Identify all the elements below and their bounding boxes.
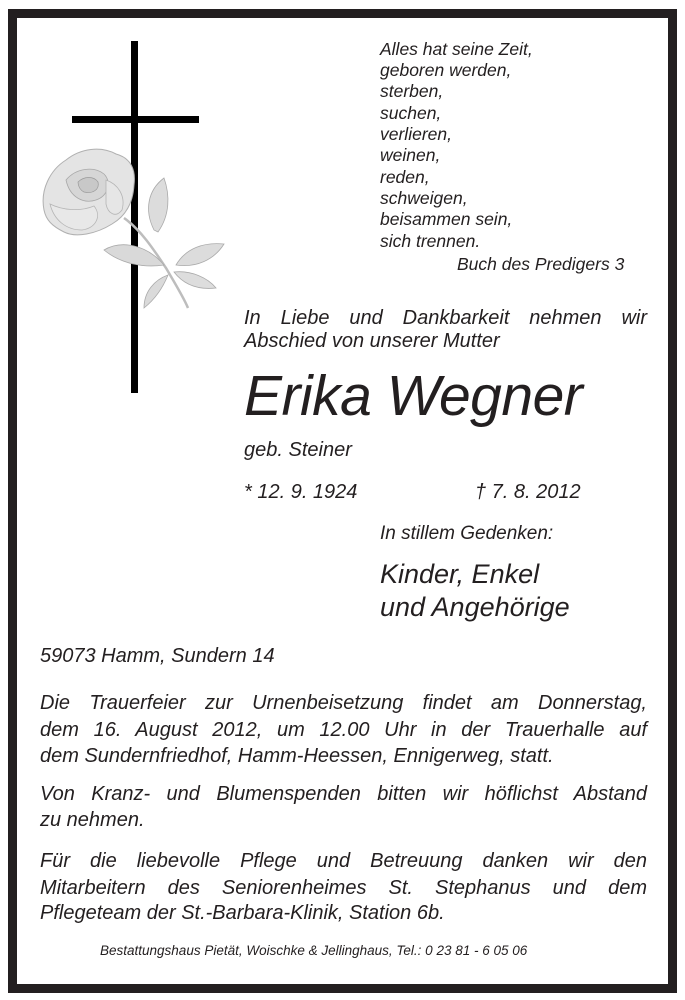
poem-line: verlieren, [380,124,452,144]
mourners-line: und Angehörige [380,592,570,622]
birth-date: * 12. 9. 1924 [244,481,358,503]
poem-line: Alles hat seine Zeit, [380,39,533,59]
ceremony-line: Die Trauerfeier zur Urnenbeisetzung findet am Donnerstag, [40,692,647,714]
poem-line: reden, [380,167,430,187]
thanks-line: Für die liebevolle Pflege und Betreuung danken wir den [40,850,647,872]
thanks-line: Pflegeteam der St.-Barbara-Klinik, Station 6b. [40,902,445,924]
flowers-line: zu nehmen. [40,809,145,831]
thanks-line: Mitarbeitern des Seniorenheimes St. Stephanus und dem [40,877,647,899]
poem-line: sich trennen. [380,231,481,251]
deceased-name: Erika Wegner [244,364,583,428]
ceremony-line: dem Sundernfriedhof, Hamm-Heessen, Ennigerweg, statt. [40,745,554,767]
poem-line: weinen, [380,145,441,165]
maiden-name: geb. Steiner [244,439,352,461]
cross-icon-crossbar [72,116,199,123]
address: 59073 Hamm, Sundern 14 [40,645,275,667]
poem-line: sterben, [380,81,444,101]
poem-line: geboren werden, [380,60,512,80]
death-date: † 7. 8. 2012 [475,481,581,503]
funeral-home-footer: Bestattungshaus Pietät, Woischke & Jellinghaus, Tel.: 0 23 81 - 6 05 06 [100,943,528,958]
poem-line: suchen, [380,103,442,123]
flowers-line: Von Kranz- und Blumenspenden bitten wir höflichst Abstand [40,783,647,805]
intro-line: Abschied von unserer Mutter [244,330,500,352]
ceremony-line: dem 16. August 2012, um 12.00 Uhr in der Trauerhalle auf [40,719,647,741]
poem-line: schweigen, [380,188,468,208]
rose-illustration [36,140,226,310]
mourners-heading: In stillem Gedenken: [380,523,554,544]
mourners-line: Kinder, Enkel [380,559,540,589]
poem-source: Buch des Predigers 3 [457,254,625,274]
intro-line: In Liebe und Dankbarkeit nehmen wir [244,307,647,329]
poem-line: beisammen sein, [380,209,513,229]
